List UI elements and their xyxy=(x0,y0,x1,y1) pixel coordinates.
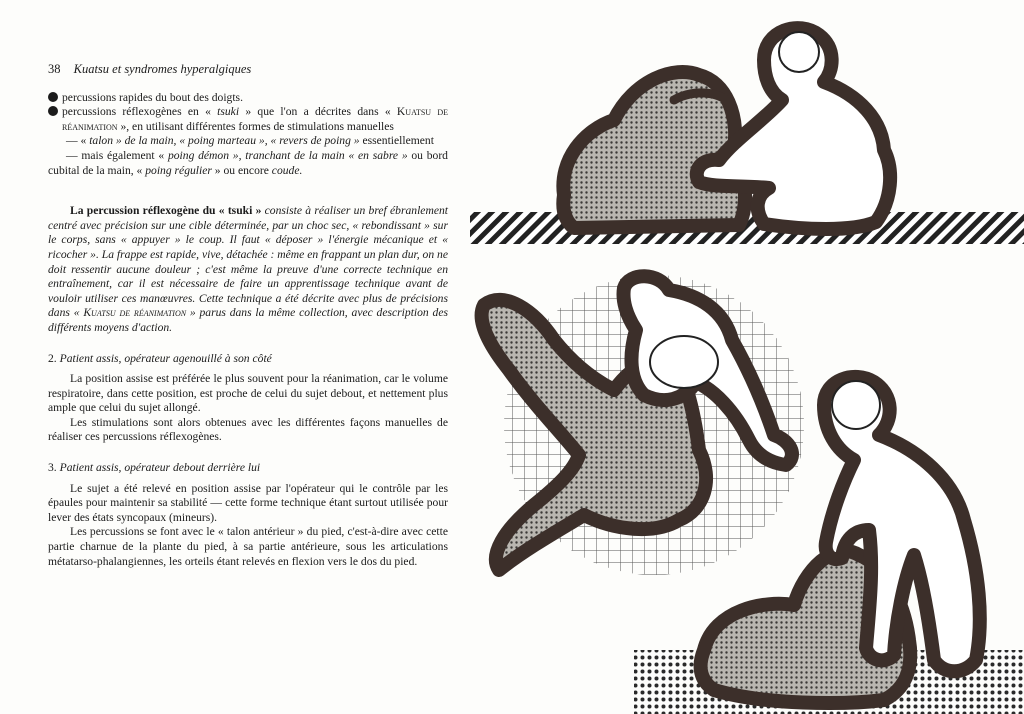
section-heading: 3. Patient assis, opérateur debout derrière lui xyxy=(48,461,261,475)
list-item: percussions réflexogènes en « tsuki » que l'on a décrites dans « Kuatsu de réanimation », en utilisant différentes formes de stimulations manuelles xyxy=(48,105,448,134)
figure-kneeling-operator xyxy=(470,28,1024,244)
operator-head xyxy=(650,336,718,388)
paragraph: Les stimulations sont alors obtenues avec les différentes façons manuelles de réaliser ces percussions réflexogènes. xyxy=(48,415,448,444)
paragraph: Les percussions se font avec le « talon antérieur » du pied, c'est-à-dire avec cette partie charnue de la plante du pied, à sa partie antérieure, sous les articulations métatarso-phalangiennes, les orteils étant relevés en flexion vers le dos du pied. xyxy=(48,525,448,568)
list-item: percussions rapides du bout des doigts. xyxy=(48,91,448,106)
list-dash-item: — « talon » de la main, « poing marteau », « revers de poing » essentiellement xyxy=(66,134,434,148)
section-heading: 2. Patient assis, opérateur agenouillé à son côté xyxy=(48,351,272,365)
figure-lying-patient xyxy=(482,275,804,575)
operator-head xyxy=(779,32,819,72)
page-header xyxy=(48,62,448,77)
illustration-panel xyxy=(464,10,1024,714)
page-number: 38 xyxy=(48,62,61,76)
bullet-icon xyxy=(48,106,58,116)
paragraph: Le sujet a été relevé en position assise par l'opérateur qui le contrôle par les épaules pour maintenir sa stabilité — cette forme technique étant surtout utilisée pour lever des états syncopaux (mineurs). xyxy=(48,481,448,524)
paragraph: La position assise est préférée le plus souvent pour la réanimation, car le volume respiratoire, dans cette position, est proche de celui du sujet debout, et nettement plus ample que celui du sujet allongé. xyxy=(48,372,448,415)
paragraph-tsuki: La percussion réflexogène du « tsuki » consiste à réaliser un bref ébranlement centré avec précision sur une cible déterminée, par un choc sec, « rebondissant » sur le corps, sans « appuyer » le coup. Il faut « déposer » l'énergie mécanique et « ricocher ». La frappe est rapide, vive, détachée : même en frappant un plan dur, on ne doit ressentir aucune douleur ; c'est même la preuve d'une correcte technique en entraînement, car il est nécessaire de faire un apprentissage technique avant de vouloir utiliser ces manœuvres. Cette technique a été décrite avec plus de précisions dans « Kuatsu de réanimation » parus dans la même collection, avec description des différents moyens d'action. xyxy=(48,204,448,334)
text-column xyxy=(48,62,448,569)
list-dash-item: — mais également « poing démon », tranchant de la main « en sabre » ou bord cubital de la main, « poing régulier » ou encore coude. xyxy=(48,148,448,177)
running-title: Kuatsu et syndromes hyperalgiques xyxy=(73,62,252,76)
operator-head xyxy=(832,381,880,429)
bullet-icon xyxy=(48,92,58,102)
